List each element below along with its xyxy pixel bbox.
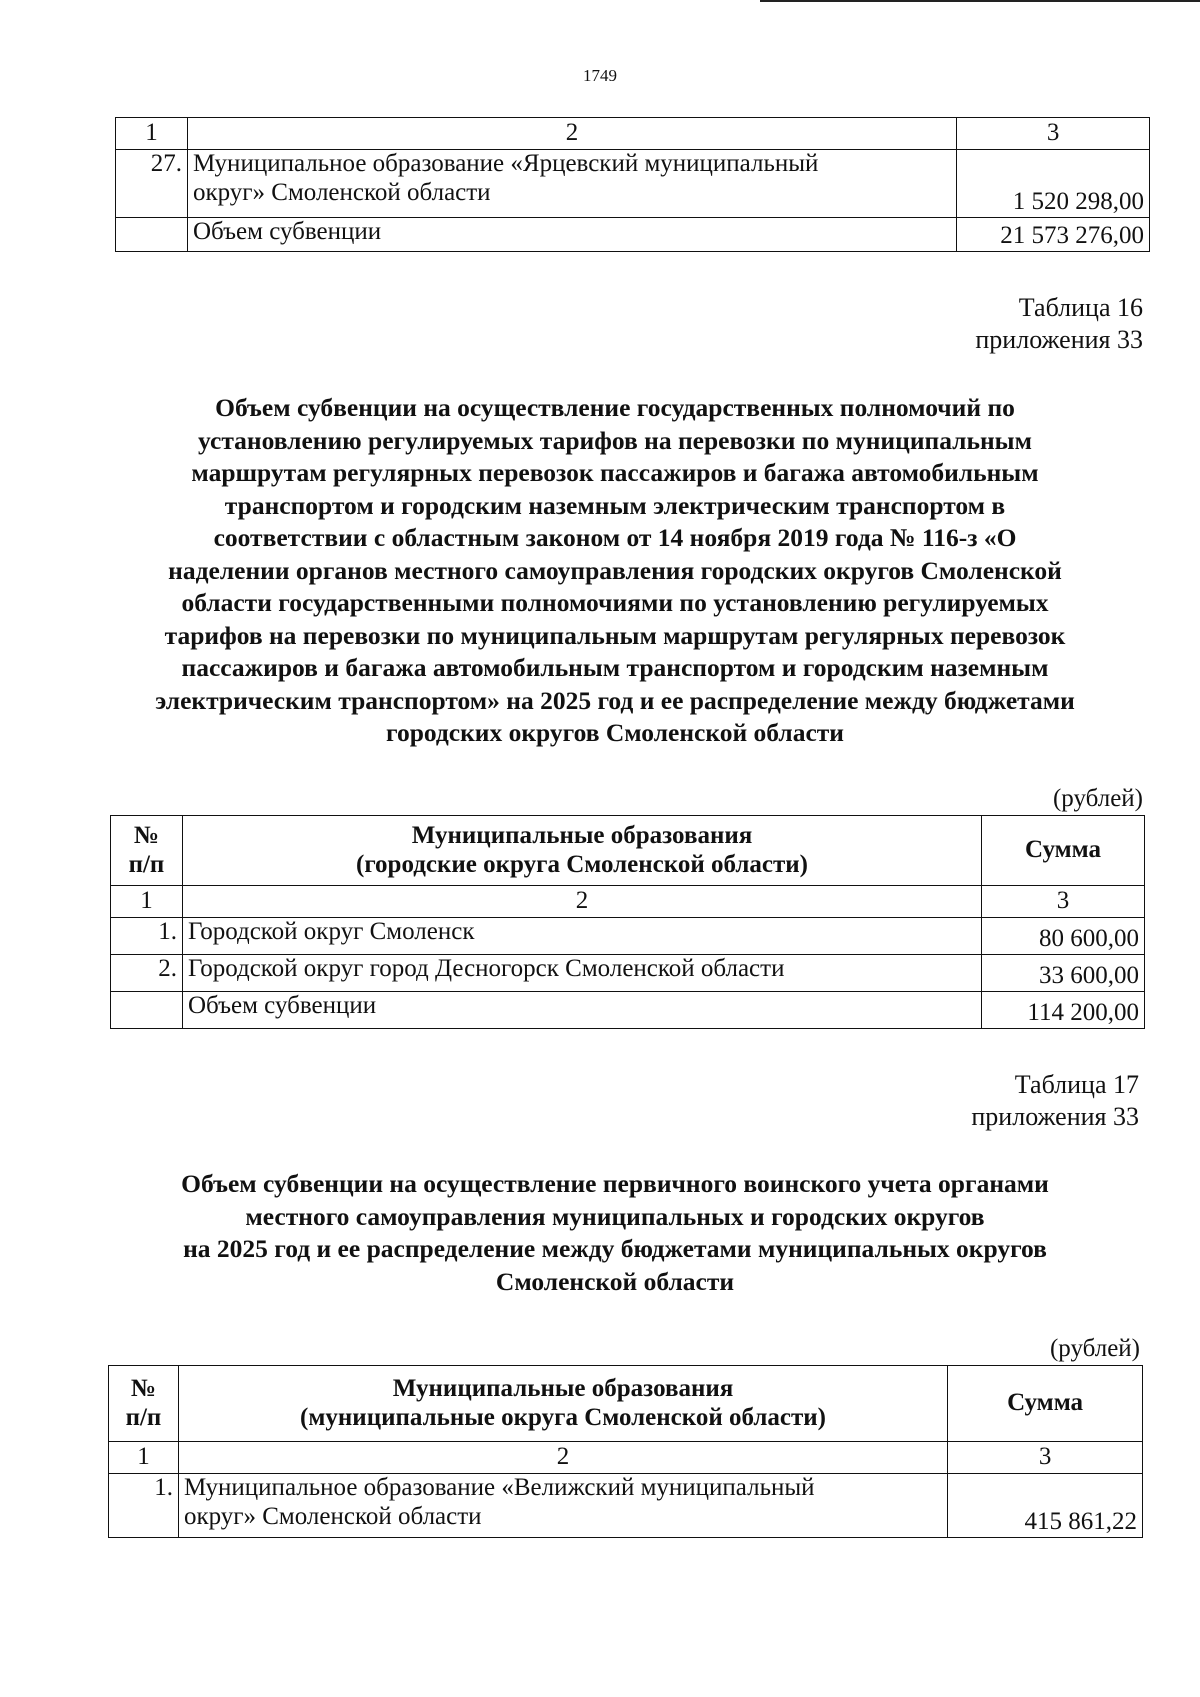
col-sum-header: Сумма: [948, 1366, 1143, 1442]
caption-line: Таблица 16: [1018, 293, 1143, 322]
row-name: [187, 150, 956, 218]
table-index-row: [109, 1442, 1143, 1474]
col-name-header: [178, 1366, 947, 1442]
col-number-header: [109, 1366, 179, 1442]
row-sum: 415 861,22: [948, 1474, 1143, 1538]
title-line: пассажиров и багажа автомобильным транспортом и городским наземным: [181, 653, 1049, 682]
title-line: на 2025 год и ее распределение между бюджетами муниципальных округов: [183, 1234, 1047, 1263]
row-name-line: округ» Смоленской области: [192, 178, 491, 206]
col-number-header: [111, 816, 183, 886]
row-sum: 33 600,00: [982, 955, 1145, 992]
index-cell: 2: [178, 1442, 947, 1474]
caption-line: Таблица 17: [1014, 1070, 1139, 1099]
table16-title: [100, 392, 1130, 750]
table16-caption: [700, 292, 1143, 356]
row-name: Городской округ город Десногорск Смоленской области: [182, 955, 981, 992]
row-name-line: Муниципальное образование «Велижский муниципальный: [183, 1474, 815, 1501]
table16-units: (рублей): [1052, 785, 1143, 812]
table-total-row: [116, 218, 1150, 252]
index-cell: 3: [948, 1442, 1143, 1474]
index-cell: 3: [982, 886, 1145, 918]
header-line: №: [130, 1374, 157, 1402]
table-row: [109, 1474, 1143, 1538]
row-name-line: Муниципальное образование «Ярцевский муниципальный: [192, 150, 819, 177]
table-row: [111, 955, 1145, 992]
table-total-row: [111, 992, 1145, 1029]
page-number: 1749: [583, 66, 617, 85]
scan-edge-line: [760, 0, 1200, 2]
index-cell: 2: [187, 118, 956, 150]
title-line: Смоленской области: [495, 1266, 735, 1296]
row-number: 1.: [111, 918, 183, 955]
col-name-header: [182, 816, 981, 886]
index-cell: 3: [957, 118, 1150, 150]
title-line: маршрутам регулярных перевозок пассажиров и багажа автомобильным: [191, 458, 1039, 487]
index-cell: 1: [116, 118, 188, 150]
title-line: тарифов на перевозки по муниципальным маршрутам регулярных перевозок: [164, 620, 1066, 650]
row-sum: 80 600,00: [982, 918, 1145, 955]
col-sum-header: Сумма: [982, 816, 1145, 886]
table17-caption: [700, 1069, 1139, 1133]
row-name: Городской округ Смоленск: [182, 918, 981, 955]
header-line: Муниципальные образования: [411, 821, 753, 849]
title-line: области государственными полномочиями по установлению регулируемых: [181, 588, 1049, 617]
row-name-line: округ» Смоленской области: [183, 1502, 482, 1530]
table-header-row: [111, 816, 1145, 886]
row-sum: 1 520 298,00: [957, 150, 1150, 218]
index-cell: 2: [182, 886, 981, 918]
title-line: соответствии с областным законом от 14 ноября 2019 года № 116-з «О: [213, 523, 1017, 552]
title-line: транспортом и городским наземным электрическим транспортом в: [224, 490, 1006, 520]
index-cell: 1: [111, 886, 183, 918]
table16: [110, 815, 1145, 1029]
row-number: 2.: [111, 955, 183, 992]
row-sum: 114 200,00: [982, 992, 1145, 1029]
row-name: Объем субвенции: [182, 992, 981, 1029]
caption-line: приложения 33: [975, 325, 1143, 354]
title-line: местного самоуправления муниципальных и городских округов: [245, 1201, 985, 1231]
row-name: [178, 1474, 947, 1538]
row-number: [116, 218, 188, 252]
table17-units: (рублей): [1049, 1335, 1140, 1362]
table-row: [111, 918, 1145, 955]
table-index-row: [116, 118, 1150, 150]
table17-title: [100, 1168, 1130, 1298]
title-line: наделении органов местного самоуправления городских округов Смоленской: [168, 555, 1062, 585]
header-line: №: [133, 821, 160, 849]
table-row: [116, 150, 1150, 218]
index-cell: 1: [109, 1442, 179, 1474]
table17: [108, 1365, 1143, 1538]
row-name: Объем субвенции: [187, 218, 956, 252]
table-header-row: [109, 1366, 1143, 1442]
title-line: электрическим транспортом» на 2025 год и ее распределение между бюджетами: [155, 685, 1075, 715]
table-index-row: [111, 886, 1145, 918]
row-number: [111, 992, 183, 1029]
title-line: городских округов Смоленской области: [386, 718, 844, 747]
header-line: п/п: [128, 850, 165, 878]
caption-line: приложения 33: [971, 1102, 1139, 1131]
title-line: Объем субвенции на осуществление государственных полномочий по: [215, 393, 1015, 422]
row-sum: 21 573 276,00: [957, 218, 1150, 252]
title-line: установлению регулируемых тарифов на перевозки по муниципальным: [198, 425, 1032, 455]
row-number: 1.: [109, 1474, 179, 1538]
title-line: Объем субвенции на осуществление первичного воинского учета органами: [181, 1169, 1049, 1198]
header-line: (городские округа Смоленской области): [356, 850, 809, 878]
table-continuation: [115, 117, 1150, 252]
row-number: 27.: [116, 150, 188, 218]
header-line: (муниципальные округа Смоленской области): [300, 1403, 827, 1431]
header-line: Муниципальные образования: [392, 1374, 734, 1402]
header-line: п/п: [125, 1403, 162, 1431]
